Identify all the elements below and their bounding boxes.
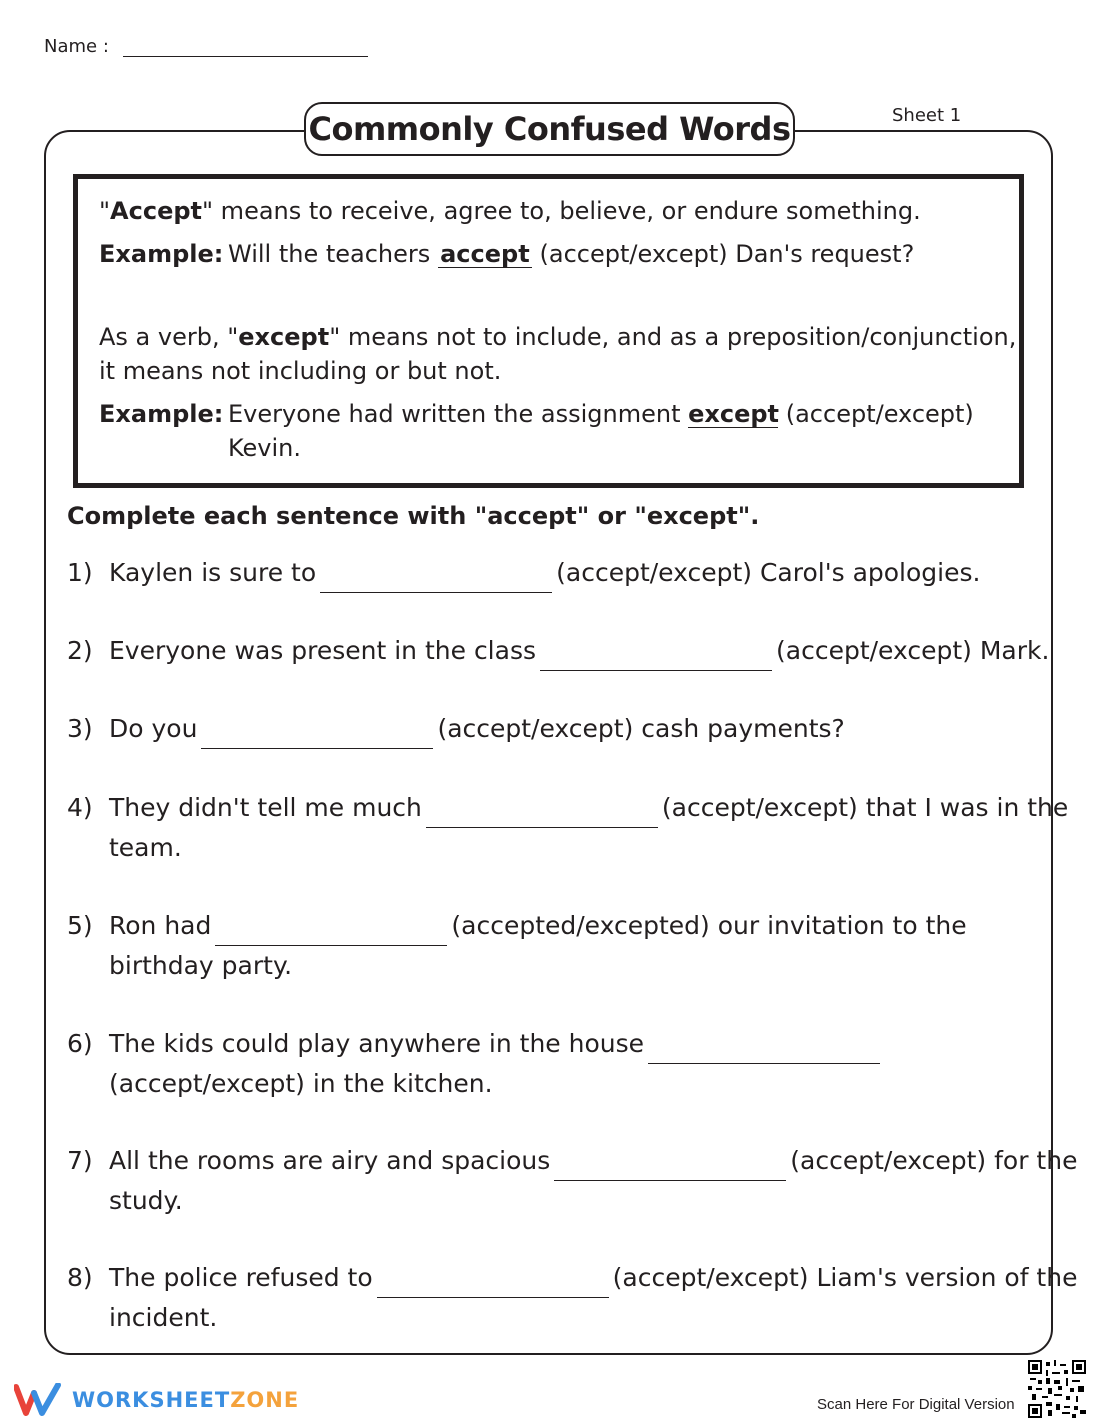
answer-blank[interactable] — [215, 917, 447, 946]
question-item — [67, 906, 1057, 986]
question-number: 3) — [67, 714, 93, 743]
question-text — [109, 906, 967, 946]
question-item — [67, 788, 1069, 868]
question-text-line-2: (accept/except) in the kitchen. — [109, 1069, 493, 1098]
question-item — [67, 553, 1057, 633]
question-text — [109, 788, 1068, 828]
answer-blank[interactable] — [320, 564, 552, 593]
answer-blank[interactable] — [540, 642, 772, 671]
question-text-after-blank: (accept/except) Liam's version of the — [612, 1263, 1078, 1292]
name-line[interactable] — [123, 34, 368, 57]
question-text-before-blank: The police refused to — [109, 1263, 373, 1292]
qr-code-icon[interactable] — [1028, 1360, 1086, 1418]
question-text — [109, 709, 845, 749]
question-text-after-blank: (accept/except) Mark. — [776, 636, 1050, 665]
logo-icon — [14, 1383, 64, 1417]
question-item — [67, 631, 1057, 711]
logo-text-part-1: WORKSHEET — [72, 1388, 231, 1412]
question-number: 1) — [67, 558, 93, 587]
question-number: 5) — [67, 911, 93, 940]
page-title — [304, 102, 795, 156]
question-text-before-blank: Everyone was present in the class — [109, 636, 537, 665]
name-label: Name : — [44, 36, 109, 57]
question-text-before-blank: Kaylen is sure to — [109, 558, 317, 587]
example-label-2: Example: — [99, 400, 224, 428]
question-text — [109, 631, 1049, 671]
question-text-line-2: team. — [109, 833, 182, 862]
example-label: Example: — [99, 240, 224, 268]
example-2-answer: except — [688, 400, 780, 428]
question-text-before-blank: They didn't tell me much — [109, 793, 422, 822]
logo-text-part-2: ZONE — [230, 1388, 300, 1412]
answer-blank[interactable] — [426, 799, 658, 828]
example-2 — [99, 397, 974, 462]
question-item — [67, 709, 1057, 789]
example-2-sentence — [228, 397, 974, 431]
question-text-after-blank: (accepted/excepted) our invitation to the — [451, 911, 967, 940]
example-1-sentence — [228, 237, 914, 271]
question-number: 7) — [67, 1146, 93, 1175]
example-2-pre: Everyone had written the assignment — [228, 400, 689, 428]
sheet-label: Sheet 1 — [892, 105, 962, 126]
question-item — [67, 1258, 1078, 1338]
question-text-line-2: incident. — [109, 1303, 218, 1332]
question-item — [67, 1024, 1057, 1104]
instruction: Complete each sentence with "accept" or "except". — [67, 502, 760, 530]
except-definition-line-1 — [99, 320, 1016, 354]
example-2-post: (accept/except) — [778, 400, 974, 428]
except-def-pre: As a verb, " — [99, 323, 239, 351]
title-text: Commonly Confused Words — [308, 110, 791, 148]
question-number: 4) — [67, 793, 93, 822]
question-text-after-blank: (accept/except) cash payments? — [437, 714, 845, 743]
scan-text: Scan Here For Digital Version — [817, 1396, 1015, 1413]
accept-definition — [99, 194, 921, 228]
example-1-pre: Will the teachers — [228, 240, 438, 268]
question-text-line-2: birthday party. — [109, 951, 293, 980]
example-1 — [99, 237, 915, 271]
answer-blank[interactable] — [201, 720, 433, 749]
accept-word: Accept — [110, 197, 203, 225]
quote-open: " — [99, 197, 111, 225]
answer-blank[interactable] — [648, 1035, 880, 1064]
question-item — [67, 1141, 1078, 1221]
example-1-post: (accept/except) Dan's request? — [531, 240, 915, 268]
example-2-line-2: Kevin. — [228, 434, 302, 462]
question-text-before-blank: Ron had — [109, 911, 212, 940]
question-text-before-blank: Do you — [109, 714, 198, 743]
question-text-after-blank: (accept/except) for the — [790, 1146, 1078, 1175]
question-text-after-blank: (accept/except) that I was in the — [661, 793, 1069, 822]
question-text — [109, 1141, 1077, 1181]
example-1-answer: accept — [438, 241, 532, 268]
logo-text — [72, 1388, 299, 1412]
question-text-after-blank: (accept/except) Carol's apologies. — [556, 558, 981, 587]
name-field — [44, 34, 368, 57]
answer-blank[interactable] — [554, 1152, 786, 1181]
question-text-before-blank: All the rooms are airy and spacious — [109, 1146, 551, 1175]
question-text — [109, 1024, 884, 1064]
question-text-line-2: study. — [109, 1186, 183, 1215]
accept-definition-text: " means to receive, agree to, believe, or endure something. — [202, 197, 921, 225]
question-number: 8) — [67, 1263, 93, 1292]
question-text-before-blank: The kids could play anywhere in the house — [109, 1029, 645, 1058]
question-number: 6) — [67, 1029, 93, 1058]
worksheetzone-logo — [14, 1383, 299, 1417]
except-def-rest: " means not to include, and as a preposition/conjunction, — [329, 323, 1017, 351]
question-text — [109, 1258, 1077, 1298]
except-definition-line-2: it means not including or but not. — [99, 357, 502, 385]
question-text — [109, 553, 980, 593]
answer-blank[interactable] — [377, 1269, 609, 1298]
question-number: 2) — [67, 636, 93, 665]
except-word: except — [238, 323, 330, 351]
